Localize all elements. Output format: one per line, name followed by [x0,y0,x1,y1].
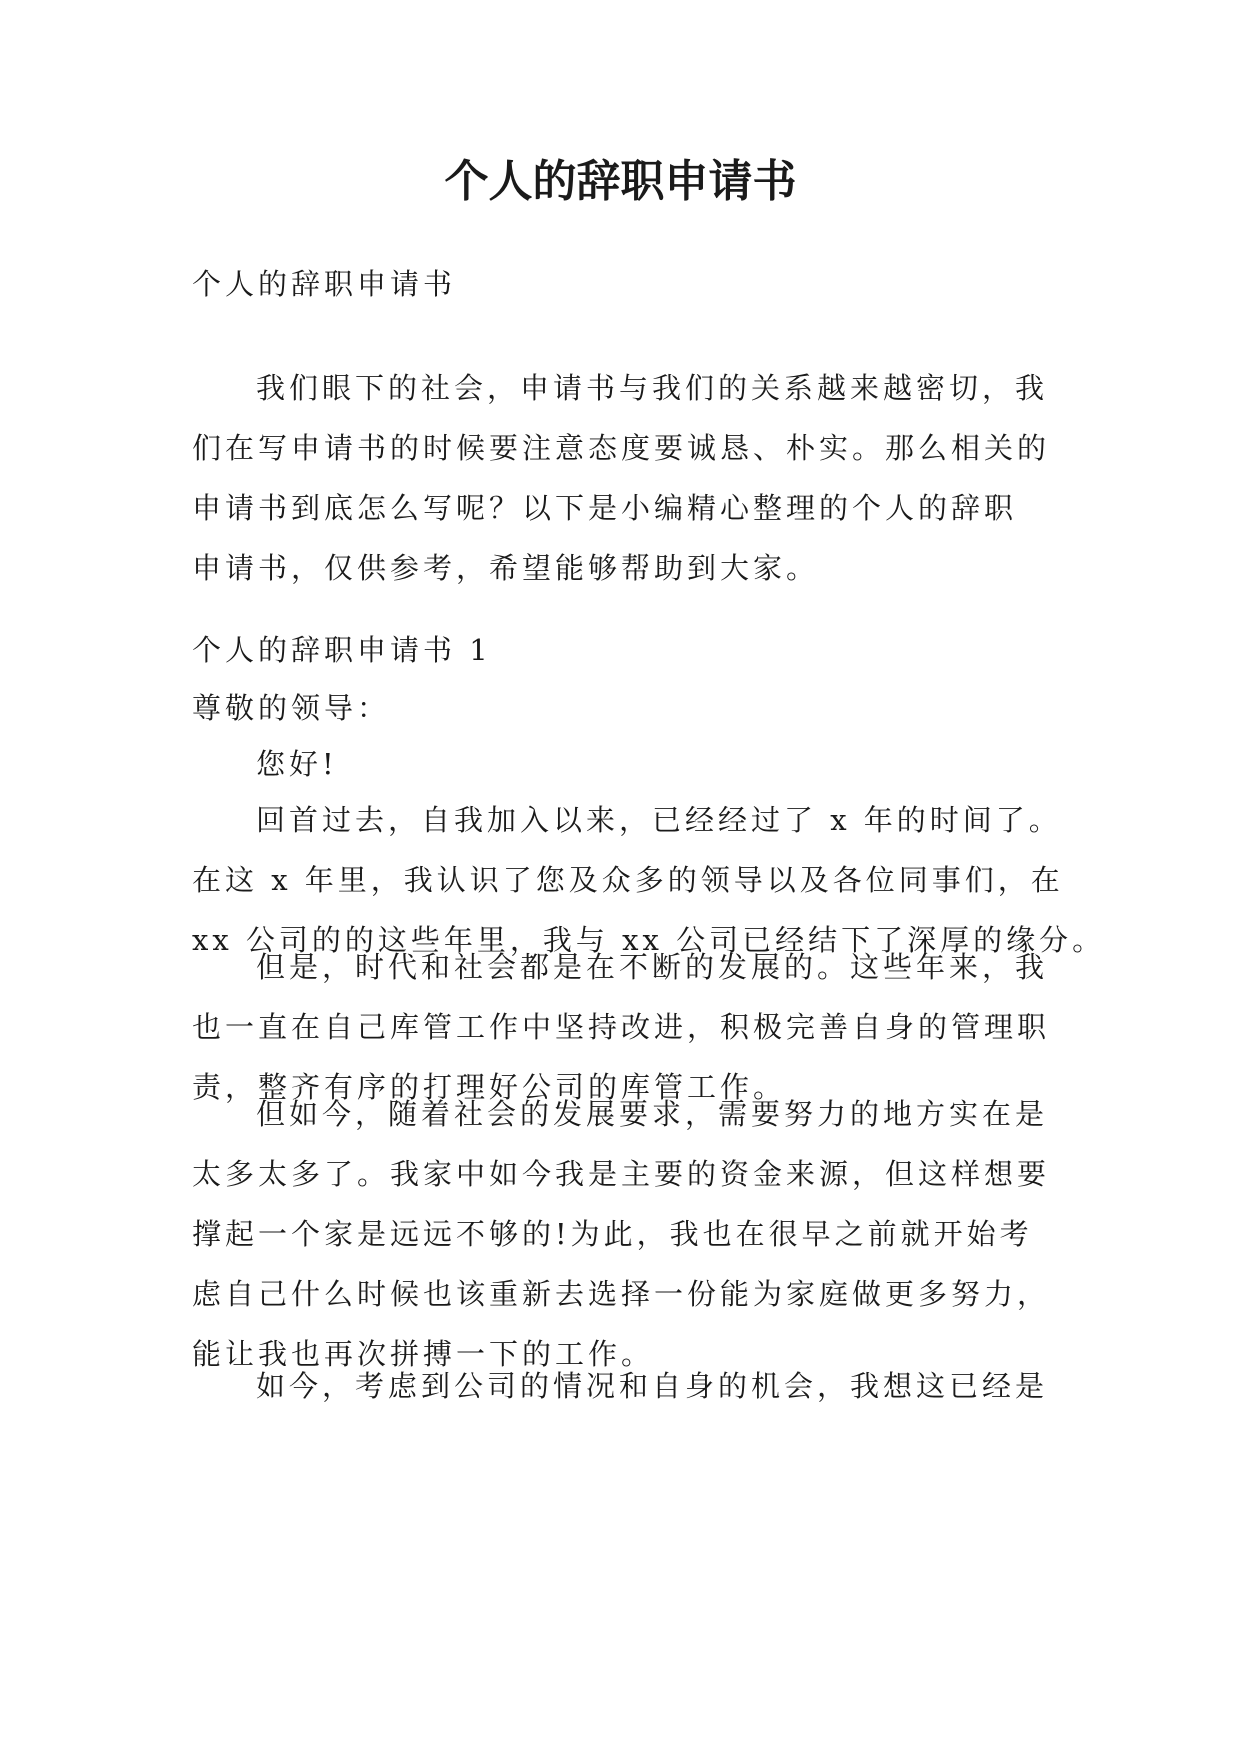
paragraph-line: 在这 x 年里，我认识了您及众多的领导以及各位同事们，在 [192,863,1064,897]
letter-heading [192,620,1062,680]
document-subtitle [192,254,1062,314]
letter-paragraph-4 [192,1356,1062,1416]
subtitle-line: 个人的辞职申请书 [192,267,457,301]
letter-salutation [192,678,1062,738]
letter-greeting [192,734,1062,794]
intro-line: 申请书到底怎么写呢？以下是小编精心整理的个人的辞职 [192,491,1018,525]
paragraph-line: 撑起一个家是远远不够的!为此，我也在很早之前就开始考 [192,1217,1033,1251]
intro-line: 申请书，仅供参考，希望能够帮助到大家。 [192,551,820,585]
paragraph-line: 但如今，随着社会的发展要求，需要努力的地方实在是 [256,1097,1049,1131]
letter-heading-line: 个人的辞职申请书 1 [192,633,492,667]
paragraph-line: 虑自己什么时候也该重新去选择一份能为家庭做更多努力， [192,1277,1051,1311]
paragraph-line: 也一直在自己库管工作中坚持改进，积极完善自身的管理职 [192,1010,1051,1044]
intro-line: 们在写申请书的时候要注意态度要诚恳、朴实。那么相关的 [192,431,1051,465]
letter-paragraph-3 [192,1084,1062,1384]
paragraph-line: 责，整齐有序的打理好公司的库管工作。 [192,1070,787,1104]
paragraph-line: 太多太多了。我家中如今我是主要的资金来源，但这样想要 [192,1157,1051,1191]
paragraph-line: 但是，时代和社会都是在不断的发展的。这些年来，我 [256,950,1049,984]
paragraph-line: xx 公司的的这些年里，我与 xx 公司已经结下了深厚的缘分。 [192,923,1106,957]
paragraph-line: 如今，考虑到公司的情况和自身的机会，我想这已经是 [256,1369,1049,1403]
paragraph-line: 能让我也再次拼搏一下的工作。 [192,1337,655,1371]
intro-line: 我们眼下的社会，申请书与我们的关系越来越密切，我 [256,371,1049,405]
salutation-line: 尊敬的领导： [192,691,391,725]
intro-paragraph [192,358,1062,598]
greeting-line: 您好! [256,747,338,781]
page-title: 个人的辞职申请书 [444,156,797,207]
paragraph-line: 回首过去，自我加入以来，已经经过了 x 年的时间了。 [256,803,1062,837]
